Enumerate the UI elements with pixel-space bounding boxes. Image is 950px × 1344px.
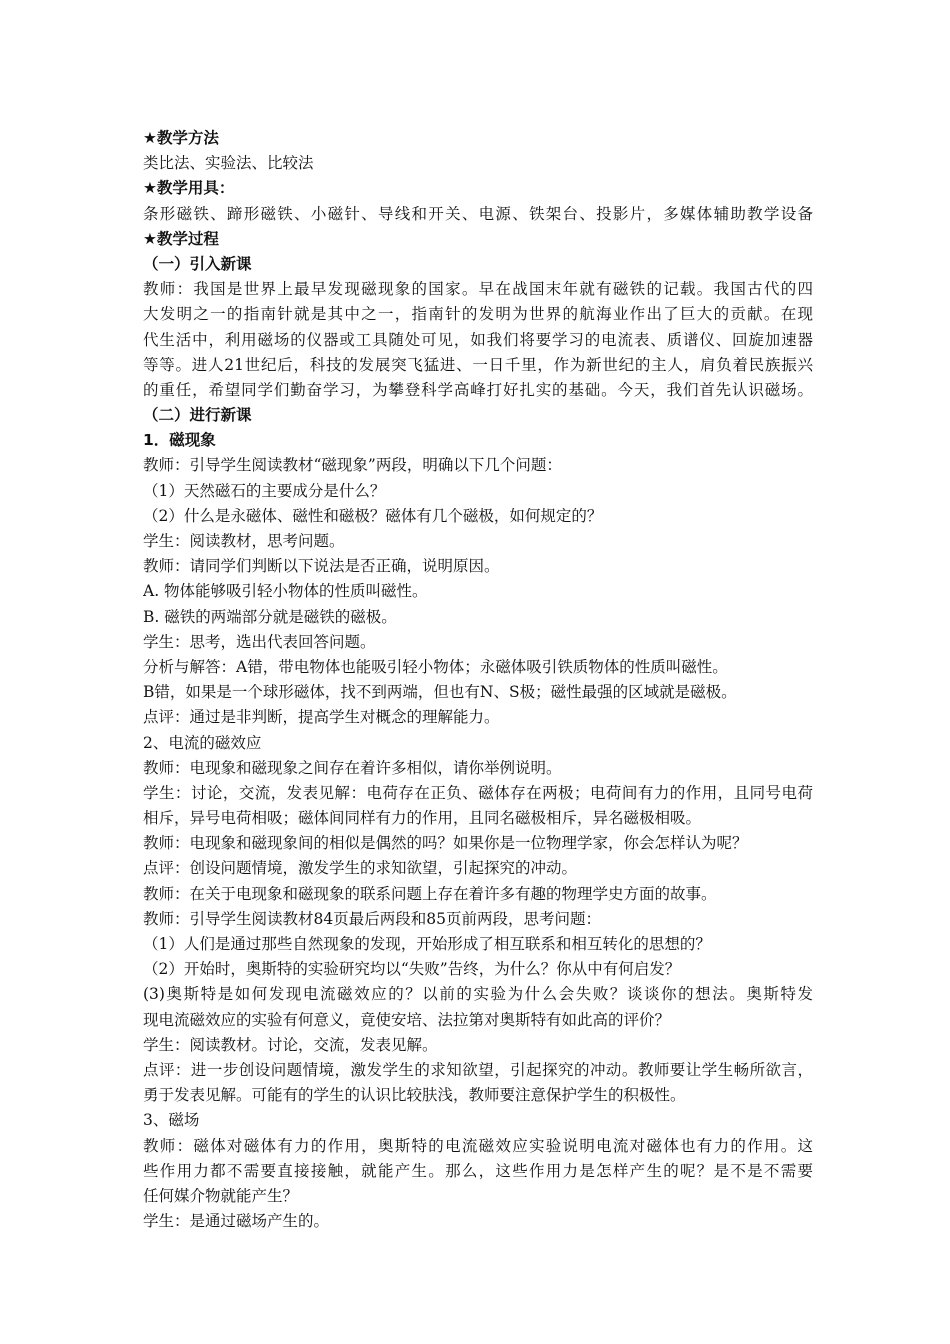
- text-line: 些作用力都不需要直接接触，就能产生。那么，这些作用力是怎样产生的呢？是不是不需要: [143, 1161, 813, 1180]
- text-line: 教师：请同学们判断以下说法是否正确，说明原因。: [143, 557, 500, 576]
- text-line: 任何媒介物就能产生？: [143, 1186, 299, 1205]
- text-line: 条形磁铁、蹄形磁铁、小磁针、导线和开关、电源、铁架台、投影片，多媒体辅助教学设备: [143, 204, 813, 223]
- text-line: 教师：引导学生阅读教材“磁现象”两段，明确以下几个问题：: [143, 456, 562, 475]
- text-line: 学生：阅读教材。讨论，交流，发表见解。: [143, 1035, 438, 1054]
- section-heading: （一）引入新课: [143, 254, 252, 273]
- text-line: B. 磁铁的两端部分就是磁铁的磁极。: [143, 607, 397, 626]
- text-line: B错，如果是一个球形磁体，找不到两端，但也有N、S极；磁性最强的区域就是磁极。: [143, 683, 737, 702]
- text-line: （1）天然磁石的主要成分是什么？: [143, 481, 386, 500]
- text-line: A. 物体能够吸引轻小物体的性质叫磁性。: [143, 582, 428, 601]
- text-line: 学生：是通过磁场产生的。: [143, 1212, 330, 1231]
- section-heading: ★教学用具：: [143, 179, 235, 198]
- section-heading: ★教学过程: [143, 229, 219, 248]
- document-page: [143, 126, 813, 1234]
- text-line: 勇于发表见解。可能有的学生的认识比较肤浅，教师要注意保护学生的积极性。: [143, 1086, 686, 1105]
- text-line: 现电流磁效应的实验有何意义，竟使安培、法拉第对奥斯特有如此高的评价？: [143, 1010, 671, 1029]
- text-line: 相斥，异号电荷相吸；磁体间同样有力的作用，且同名磁极相斥，异名磁极相吸。: [143, 809, 702, 828]
- text-line: 教师：磁体对磁体有力的作用，奥斯特的电流磁效应实验说明电流对磁体也有力的作用。这: [143, 1136, 813, 1155]
- text-line: 大发明之一的指南针就是其中之一，指南针的发明为世界的航海业作出了巨大的贡献。在现: [143, 305, 813, 324]
- text-line: 的重任，希望同学们勤奋学习，为攀登科学高峰打好扎实的基础。今天，我们首先认识磁场。: [143, 380, 813, 399]
- text-line: 3、磁场: [143, 1111, 200, 1130]
- text-line: 类比法、实验法、比较法: [143, 154, 314, 173]
- text-line: （2）开始时，奥斯特的实验研究均以“失败”告终，为什么？你从中有何启发？: [143, 960, 681, 979]
- text-line: 分析与解答：A错，带电物体也能吸引轻小物体；永磁体吸引铁质物体的性质叫磁性。: [143, 657, 728, 676]
- text-line: 2、电流的磁效应: [143, 733, 262, 752]
- text-line: 教师：在关于电现象和磁现象的联系问题上存在着许多有趣的物理学史方面的故事。: [143, 884, 717, 903]
- text-line: （2）什么是永磁体、磁性和磁极？磁体有几个磁极，如何规定的？: [143, 506, 603, 525]
- text-line: (3)奥斯特是如何发现电流磁效应的？以前的实验为什么会失败？谈谈你的想法。奥斯特发: [143, 985, 813, 1004]
- text-line: 代生活中，利用磁场的仪器或工具随处可见，如我们将要学习的电流表、质谱仪、回旋加速器: [143, 330, 813, 349]
- text-line: 学生：思考，选出代表回答问题。: [143, 632, 376, 651]
- section-heading: 1．磁现象: [143, 431, 216, 450]
- section-heading: （二）进行新课: [143, 406, 252, 425]
- text-line: （1）人们是通过那些自然现象的发现，开始形成了相互联系和相互转化的思想的？: [143, 935, 711, 953]
- text-line: 学生：讨论，交流，发表见解：电荷存在正负、磁体存在两极；电荷间有力的作用，且同号电荷: [143, 783, 813, 802]
- text-line: 教师：电现象和磁现象之间存在着许多相似，请你举例说明。: [143, 758, 562, 777]
- section-heading: ★教学方法: [143, 129, 219, 147]
- text-line: 学生：阅读教材，思考问题。: [143, 532, 345, 550]
- text-line: 教师：我国是世界上最早发现磁现象的国家。早在战国末年就有磁铁的记载。我国古代的四: [143, 280, 813, 299]
- text-line: 点评：通过是非判断，提高学生对概念的理解能力。: [143, 708, 500, 727]
- text-line: 等等。进人21世纪后，科技的发展突飞猛进、一日千里，作为新世纪的主人，肩负着民族振兴: [143, 355, 813, 374]
- text-line: 点评：进一步创设问题情境，激发学生的求知欲望，引起探究的冲动。教师要让学生畅所欲言，: [143, 1060, 813, 1079]
- text-line: 教师：电现象和磁现象间的相似是偶然的吗？如果你是一位物理学家，你会怎样认为呢？: [143, 834, 748, 853]
- text-line: 点评：创设问题情境，激发学生的求知欲望，引起探究的冲动。: [143, 859, 578, 878]
- text-line: 教师：引导学生阅读教材84页最后两段和85页前两段，思考问题：: [143, 909, 601, 928]
